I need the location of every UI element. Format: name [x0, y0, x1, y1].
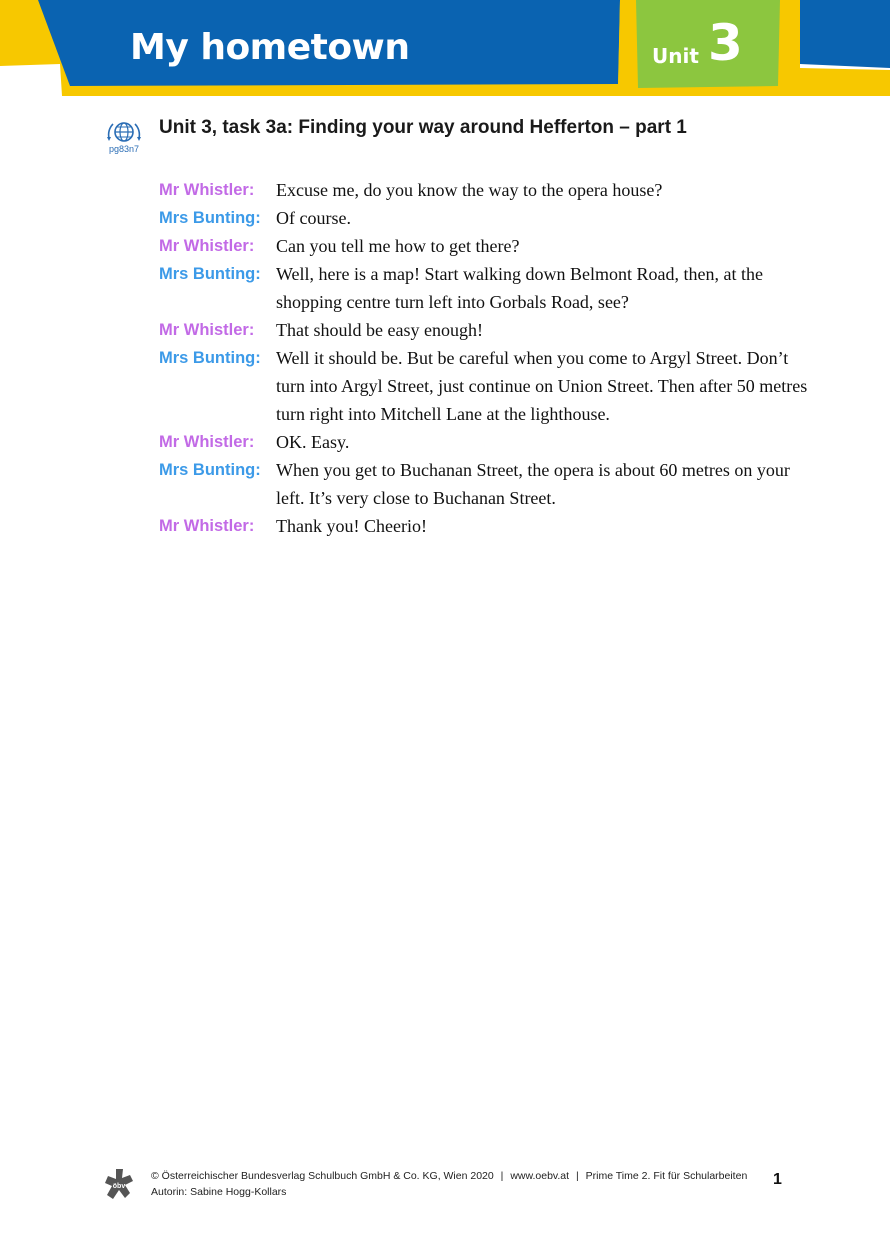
dialogue-line — [159, 204, 819, 232]
task-heading: Unit 3, task 3a: Finding your way around Hefferton – part 1 — [159, 117, 687, 138]
footer-author: Autorin: Sabine Hogg-Kollars — [151, 1186, 287, 1198]
page-title: My hometown — [130, 27, 410, 68]
speaker-name: Mrs Bunting: — [159, 349, 261, 367]
dialogue-line — [159, 456, 819, 512]
speech-text: OK. Easy. — [276, 432, 350, 452]
speaker-name: Mr Whistler: — [159, 433, 255, 451]
unit-label: Unit — [652, 44, 699, 68]
speech-text: Well it should be. But be careful when you come to Argyl Street. Don’t turn into Argyl Street, just continue on Union Street. Then after 50 metres turn right into Mitchell Lane at the lighthouse. — [276, 348, 808, 424]
speech-text: When you get to Buchanan Street, the opera is about 60 metres on your left. It’s very close to Buchanan Street. — [276, 460, 790, 508]
web-code[interactable]: pg83n7 — [108, 144, 140, 154]
dialogue-line — [159, 260, 819, 316]
speaker-name: Mr Whistler: — [159, 237, 255, 255]
speaker-name: Mr Whistler: — [159, 181, 255, 199]
dialogue-line — [159, 428, 819, 456]
page-number: 1 — [773, 1171, 782, 1188]
speech-text: Excuse me, do you know the way to the opera house? — [276, 180, 663, 200]
svg-text:öbv: öbv — [112, 1183, 126, 1190]
speaker-name: Mrs Bunting: — [159, 461, 261, 479]
dialogue-line — [159, 176, 819, 204]
speaker-name: Mr Whistler: — [159, 321, 255, 339]
speech-text: Well, here is a map! Start walking down Belmont Road, then, at the shopping centre turn left into Gorbals Road, see? — [276, 264, 763, 312]
dialogue-line — [159, 316, 819, 344]
dialogue — [159, 176, 819, 540]
footer-separator: | — [500, 1170, 504, 1182]
speaker-name: Mrs Bunting: — [159, 265, 261, 283]
speaker-name: Mrs Bunting: — [159, 209, 261, 227]
speech-text: That should be easy enough! — [276, 320, 483, 340]
footer-copyright: © Österreichischer Bundesverlag Schulbuch GmbH & Co. KG, Wien 2020 — [151, 1170, 494, 1182]
speech-text: Can you tell me how to get there? — [276, 236, 520, 256]
footer-book-title: Prime Time 2. Fit für Schularbeiten — [585, 1170, 748, 1182]
footer-separator: | — [575, 1170, 579, 1182]
speech-text: Thank you! Cheerio! — [276, 516, 427, 536]
footer-credits — [151, 1170, 747, 1182]
dialogue-line — [159, 512, 819, 540]
dialogue-line — [159, 232, 819, 260]
speaker-name: Mr Whistler: — [159, 517, 255, 535]
dialogue-line — [159, 344, 819, 428]
footer-website[interactable]: www.oebv.at — [510, 1170, 570, 1182]
unit-number: 3 — [708, 14, 743, 72]
speech-text: Of course. — [276, 208, 351, 228]
header-banner — [0, 0, 890, 110]
publisher-logo — [104, 1168, 134, 1200]
